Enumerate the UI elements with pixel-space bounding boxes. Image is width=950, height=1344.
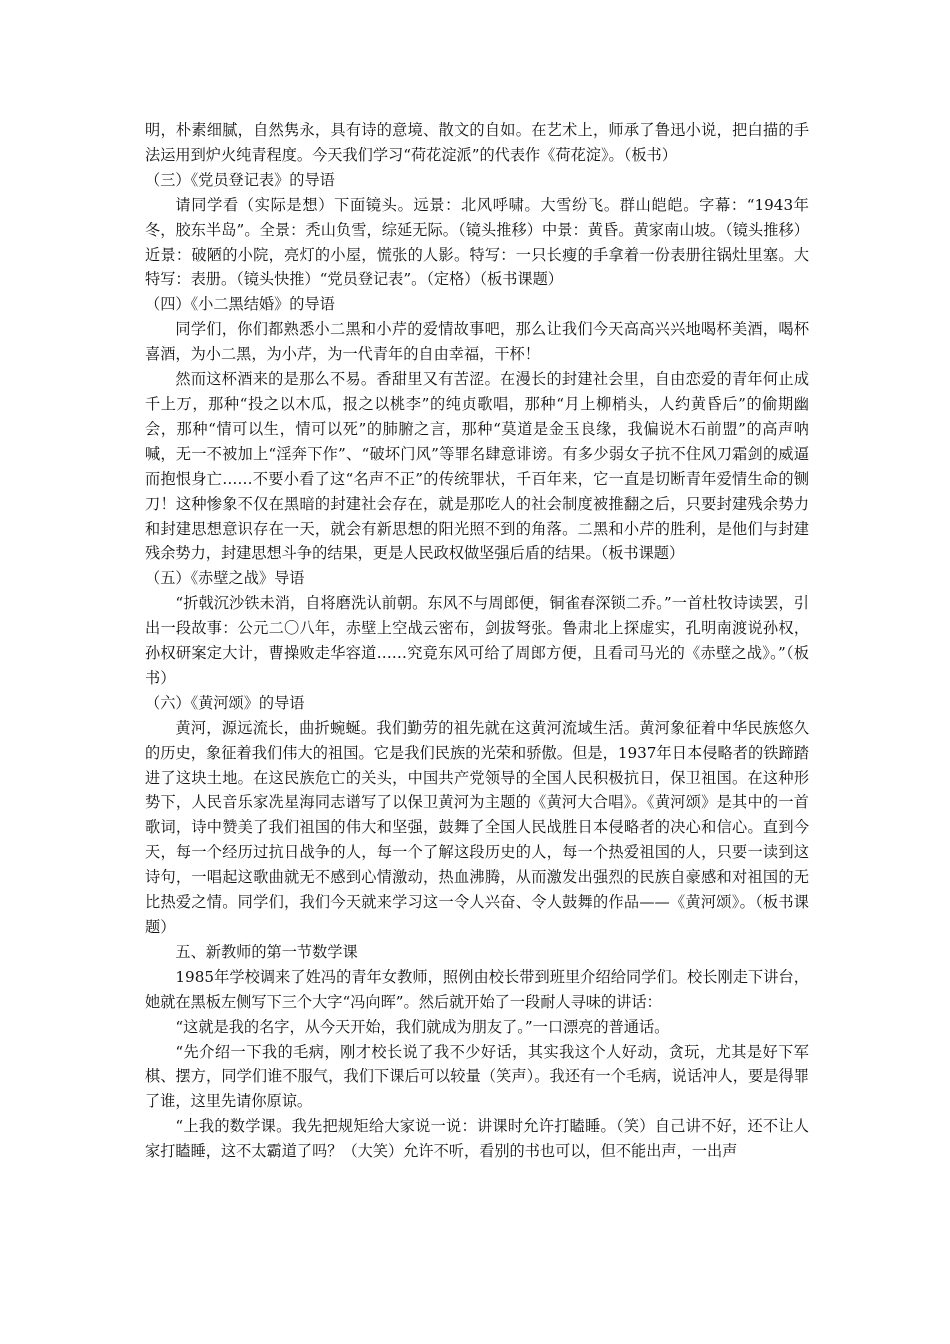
section-heading-6: （六）《黄河颂》的导语 (145, 693, 305, 712)
body-paragraph: 黄河，源远流长，曲折蜿蜒。我们勤劳的祖先就在这黄河流域生活。黄河象征着中华民族悠久的历史，象征着我们伟大的祖国。它是我们民族的光荣和骄傲。但是，1937年日本侵略者的铁蹄踏进了这块土地。在这民族危亡的关头，中国共产党领导的全国人民积极抗日，保卫祖国。在这种形势下，人民音乐家冼星海同志谱写了以保卫黄河为主题的《黄河大合唱》。《黄河颂》是其中的一首歌词，诗中赞美了我们祖国的伟大和坚强，鼓舞了全国人民战胜日本侵略者的决心和信心。直到今天，每一个经历过抗日战争的人，每一个了解这段历史的人，每一个热爱祖国的人，只要一读到这诗句，一唱起这歌曲就无不感到心情激动，热血沸腾，从而激发出强烈的民族自豪感和对祖国的无比热爱之情。同学们，我们今天就来学习这一令人兴奋、令人鼓舞的作品——《黄河颂》。（板书课题） (145, 718, 809, 936)
body-paragraph: 1985年学校调来了姓冯的青年女教师，照例由校长带到班里介绍给同学们。校长刚走下讲台，她就在黑板左侧写下三个大字“冯向晖”。然后就开始了一段耐人寻味的讲话： (145, 967, 809, 1011)
body-paragraph: “这就是我的名字，从今天开始，我们就成为朋友了。”一口漂亮的普通话。 (175, 1017, 670, 1036)
body-paragraph: 请同学看（实际是想）下面镜头。远景：北风呼啸。大雪纷飞。群山皑皑。字幕：“1943年冬，胶东半岛”。全景：秃山负雪，综延无际。（镜头推移）中景：黄昏。黄家南山坡。（镜头推移）近景：破陋的小院，亮灯的小屋，慌张的人影。特写：一只长瘦的手拿着一份表册往锅灶里塞。大特写：表册。（镜头快推）“党员登记表”。（定格）（板书课题） (145, 195, 809, 289)
section-heading-3: （三）《党员登记表》的导语 (145, 170, 335, 189)
section-heading-5: （五）《赤壁之战》导语 (145, 569, 305, 588)
body-paragraph: 同学们，你们都熟悉小二黑和小芹的爱情故事吧，那么让我们今天高高兴兴地喝杯美酒，喝杯喜酒，为小二黑，为小芹，为一代青年的自由幸福，干杯！ (145, 320, 809, 364)
body-paragraph: 明，朴素细腻，自然隽永，具有诗的意境、散文的自如。在艺术上，师承了鲁迅小说，把白描的手法运用到炉火纯青程度。今天我们学习“荷花淀派”的代表作《荷花淀》。（板书） (145, 121, 809, 164)
document-body (145, 118, 809, 1164)
body-paragraph: “上我的数学课。我先把规矩给大家说一说：讲课时允许打瞌睡。（笑）自己讲不好，还不让人家打瞌睡，这不太霸道了吗？（大笑）允许不听，看别的书也可以，但不能出声，一出声 (145, 1117, 809, 1161)
chapter-heading-5: 五、新教师的第一节数学课 (175, 942, 358, 961)
section-heading-4: （四）《小二黑结婚》的导语 (145, 295, 335, 314)
body-paragraph: “先介绍一下我的毛病，刚才校长说了我不少好话，其实我这个人好动，贪玩，尤其是好下军棋、摆方，同学们谁不服气，我们下课后可以较量（笑声）。我还有一个毛病，说话冲人，要是得罪了谁，这里先请你原谅。 (145, 1042, 809, 1111)
body-paragraph: 然而这杯酒来的是那么不易。香甜里又有苦涩。在漫长的封建社会里，自由恋爱的青年何止成千上万，那种“投之以木瓜，报之以桃李”的纯贞歌唱，那种“月上柳梢头，人约黄昏后”的偷期幽会，那种“情可以生，情可以死”的肺腑之言，那种“莫道是金玉良缘，我偏说木石前盟”的高声呐喊，无一不被加上“淫奔下作”、“破坏门风”等罪名肆意诽谤。有多少弱女子抗不住风刀霜剑的威逼而抱恨身亡……不要小看了这“名声不正”的传统罪状，千百年来，它一直是切断青年爱情生命的铡刀！这种惨象不仅在黑暗的封建社会存在，就是那吃人的社会制度被推翻之后，只要封建残余势力和封建思想意识存在一天，就会有新思想的阳光照不到的角落。二黑和小芹的胜利，是他们与封建残余势力，封建思想斗争的结果，更是人民政权做坚强后盾的结果。（板书课题） (145, 370, 809, 563)
body-paragraph: “折戟沉沙铁未消，自将磨洗认前朝。东风不与周郎便，铜雀春深锁二乔。”一首杜牧诗读罢，引出一段故事：公元二〇八年，赤壁上空战云密布，剑拔弩张。鲁肃北上探虚实，孔明南渡说孙权，孙权研案定大计，曹操败走华容道……究竟东风可给了周郎方便，且看司马光的《赤壁之战》。”（板书） (145, 594, 809, 687)
